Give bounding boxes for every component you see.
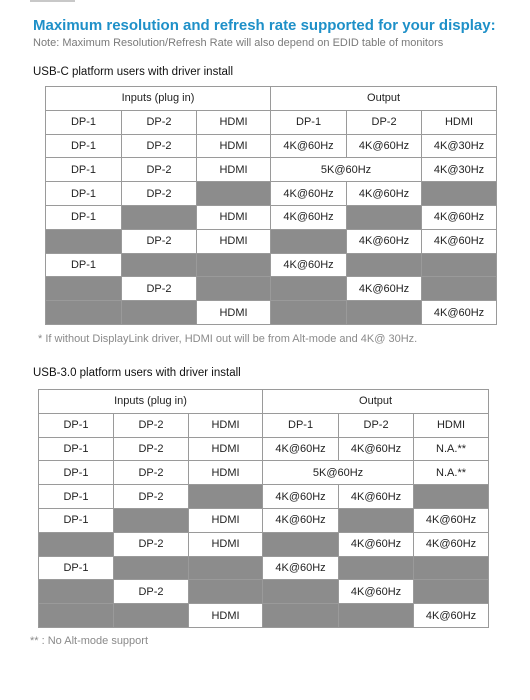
empty-cell bbox=[347, 253, 422, 277]
empty-cell bbox=[39, 604, 114, 628]
input-cell-dp2: DP-2 bbox=[122, 277, 197, 301]
input-cell-hdmi: HDMI bbox=[197, 134, 271, 158]
input-cell-hdmi: HDMI bbox=[197, 301, 271, 325]
empty-cell bbox=[122, 301, 197, 325]
input-cell-dp2: DP-2 bbox=[122, 182, 197, 206]
column-header: HDMI bbox=[189, 413, 263, 437]
output-cell-hdmi: 4K@60Hz bbox=[422, 229, 497, 253]
output-cell-hdmi: 4K@30Hz bbox=[422, 158, 497, 182]
empty-cell bbox=[46, 277, 122, 301]
group-header-row bbox=[46, 87, 497, 111]
output-cell-hdmi: N.A.** bbox=[414, 461, 489, 485]
empty-cell bbox=[122, 253, 197, 277]
empty-cell bbox=[263, 580, 339, 604]
input-cell-hdmi: HDMI bbox=[189, 437, 263, 461]
empty-cell bbox=[347, 301, 422, 325]
empty-cell bbox=[414, 580, 489, 604]
output-cell-dp2: 4K@60Hz bbox=[347, 277, 422, 301]
empty-cell bbox=[39, 532, 114, 556]
empty-cell bbox=[46, 301, 122, 325]
empty-cell bbox=[422, 253, 497, 277]
column-header-row bbox=[46, 110, 497, 134]
output-cell-dp2: 4K@60Hz bbox=[347, 182, 422, 206]
empty-cell bbox=[271, 301, 347, 325]
output-cell-dp2: 4K@60Hz bbox=[339, 580, 414, 604]
input-cell-dp1: DP-1 bbox=[39, 508, 114, 532]
table-row bbox=[39, 508, 489, 532]
input-cell-dp1: DP-1 bbox=[39, 485, 114, 509]
empty-cell bbox=[46, 229, 122, 253]
output-cell-dp2: 4K@60Hz bbox=[347, 229, 422, 253]
column-header: DP-1 bbox=[39, 413, 114, 437]
empty-cell bbox=[122, 205, 197, 229]
input-cell-hdmi: HDMI bbox=[189, 461, 263, 485]
input-cell-dp1: DP-1 bbox=[46, 134, 122, 158]
input-cell-dp2: DP-2 bbox=[122, 158, 197, 182]
output-cell-dp1: 4K@60Hz bbox=[263, 508, 339, 532]
table-row bbox=[46, 205, 497, 229]
empty-cell bbox=[114, 508, 189, 532]
column-header: DP-2 bbox=[347, 110, 422, 134]
input-cell-dp1: DP-1 bbox=[46, 182, 122, 206]
output-group-header: Output bbox=[263, 390, 489, 414]
empty-cell bbox=[271, 229, 347, 253]
output-cell-dp2: 4K@60Hz bbox=[347, 134, 422, 158]
page-title: Maximum resolution and refresh rate supported for your display: bbox=[33, 17, 496, 34]
column-header: DP-2 bbox=[114, 413, 189, 437]
table-row bbox=[46, 229, 497, 253]
input-cell-hdmi: HDMI bbox=[189, 604, 263, 628]
column-header: HDMI bbox=[197, 110, 271, 134]
output-cell-merged: 5K@60Hz bbox=[263, 461, 414, 485]
empty-cell bbox=[263, 604, 339, 628]
output-cell-dp1: 4K@60Hz bbox=[263, 556, 339, 580]
input-cell-dp1: DP-1 bbox=[46, 253, 122, 277]
empty-cell bbox=[339, 556, 414, 580]
usb3-section-heading: USB-3.0 platform users with driver install bbox=[33, 367, 241, 379]
usbc-footnote: * If without DisplayLink driver, HDMI out will be from Alt-mode and 4K@ 30Hz. bbox=[38, 333, 418, 345]
output-cell-dp1: 4K@60Hz bbox=[271, 182, 347, 206]
output-cell-dp1: 4K@60Hz bbox=[263, 437, 339, 461]
output-cell-dp1: 4K@60Hz bbox=[271, 253, 347, 277]
table-row bbox=[39, 461, 489, 485]
output-cell-dp1: 4K@60Hz bbox=[263, 485, 339, 509]
table-row bbox=[39, 580, 489, 604]
column-header: HDMI bbox=[414, 413, 489, 437]
input-cell-dp1: DP-1 bbox=[46, 205, 122, 229]
inputs-group-header: Inputs (plug in) bbox=[46, 87, 271, 111]
input-cell-dp2: DP-2 bbox=[114, 532, 189, 556]
table-row bbox=[46, 301, 497, 325]
column-header: DP-1 bbox=[46, 110, 122, 134]
input-cell-dp2: DP-2 bbox=[114, 437, 189, 461]
empty-cell bbox=[347, 205, 422, 229]
usb3-resolution-table bbox=[38, 389, 489, 628]
inputs-group-header: Inputs (plug in) bbox=[39, 390, 263, 414]
table-row bbox=[39, 604, 489, 628]
output-cell-hdmi: 4K@60Hz bbox=[422, 301, 497, 325]
table-row bbox=[39, 437, 489, 461]
table-row bbox=[46, 253, 497, 277]
column-header: HDMI bbox=[422, 110, 497, 134]
output-cell-merged: 5K@60Hz bbox=[271, 158, 422, 182]
input-cell-dp2: DP-2 bbox=[122, 229, 197, 253]
column-header-row bbox=[39, 413, 489, 437]
output-group-header: Output bbox=[271, 87, 497, 111]
empty-cell bbox=[263, 532, 339, 556]
empty-cell bbox=[339, 604, 414, 628]
column-header: DP-1 bbox=[271, 110, 347, 134]
output-cell-hdmi: N.A.** bbox=[414, 437, 489, 461]
input-cell-hdmi: HDMI bbox=[189, 508, 263, 532]
table-row bbox=[46, 182, 497, 206]
input-cell-dp2: DP-2 bbox=[114, 485, 189, 509]
output-cell-hdmi: 4K@60Hz bbox=[414, 508, 489, 532]
empty-cell bbox=[414, 485, 489, 509]
table-row bbox=[46, 277, 497, 301]
input-cell-hdmi: HDMI bbox=[197, 205, 271, 229]
input-cell-dp1: DP-1 bbox=[46, 158, 122, 182]
output-cell-hdmi: 4K@60Hz bbox=[414, 604, 489, 628]
usbc-section-heading: USB-C platform users with driver install bbox=[33, 66, 234, 78]
input-cell-dp1: DP-1 bbox=[39, 437, 114, 461]
empty-cell bbox=[197, 182, 271, 206]
empty-cell bbox=[114, 604, 189, 628]
output-cell-dp1: 4K@60Hz bbox=[271, 205, 347, 229]
output-cell-dp1: 4K@60Hz bbox=[271, 134, 347, 158]
top-accent-bar bbox=[30, 0, 75, 2]
usbc-resolution-table bbox=[45, 86, 497, 325]
empty-cell bbox=[114, 556, 189, 580]
edid-note: Note: Maximum Resolution/Refresh Rate will also depend on EDID table of monitors bbox=[33, 37, 444, 49]
table-row bbox=[46, 158, 497, 182]
output-cell-hdmi: 4K@60Hz bbox=[414, 532, 489, 556]
output-cell-hdmi: 4K@30Hz bbox=[422, 134, 497, 158]
empty-cell bbox=[422, 182, 497, 206]
empty-cell bbox=[197, 277, 271, 301]
input-cell-hdmi: HDMI bbox=[189, 532, 263, 556]
input-cell-dp2: DP-2 bbox=[122, 134, 197, 158]
column-header: DP-1 bbox=[263, 413, 339, 437]
empty-cell bbox=[339, 508, 414, 532]
output-cell-dp2: 4K@60Hz bbox=[339, 532, 414, 556]
empty-cell bbox=[189, 556, 263, 580]
usb3-footnote: ** : No Alt-mode support bbox=[30, 635, 149, 647]
empty-cell bbox=[197, 253, 271, 277]
column-header: DP-2 bbox=[339, 413, 414, 437]
input-cell-dp1: DP-1 bbox=[39, 461, 114, 485]
table-row bbox=[39, 485, 489, 509]
column-header: DP-2 bbox=[122, 110, 197, 134]
input-cell-hdmi: HDMI bbox=[197, 158, 271, 182]
empty-cell bbox=[189, 485, 263, 509]
table-row bbox=[39, 532, 489, 556]
group-header-row bbox=[39, 390, 489, 414]
empty-cell bbox=[422, 277, 497, 301]
empty-cell bbox=[39, 580, 114, 604]
output-cell-hdmi: 4K@60Hz bbox=[422, 205, 497, 229]
table-row bbox=[46, 134, 497, 158]
output-cell-dp2: 4K@60Hz bbox=[339, 485, 414, 509]
empty-cell bbox=[271, 277, 347, 301]
input-cell-hdmi: HDMI bbox=[197, 229, 271, 253]
output-cell-dp2: 4K@60Hz bbox=[339, 437, 414, 461]
table-row bbox=[39, 556, 489, 580]
input-cell-dp2: DP-2 bbox=[114, 461, 189, 485]
empty-cell bbox=[414, 556, 489, 580]
input-cell-dp2: DP-2 bbox=[114, 580, 189, 604]
empty-cell bbox=[189, 580, 263, 604]
input-cell-dp1: DP-1 bbox=[39, 556, 114, 580]
